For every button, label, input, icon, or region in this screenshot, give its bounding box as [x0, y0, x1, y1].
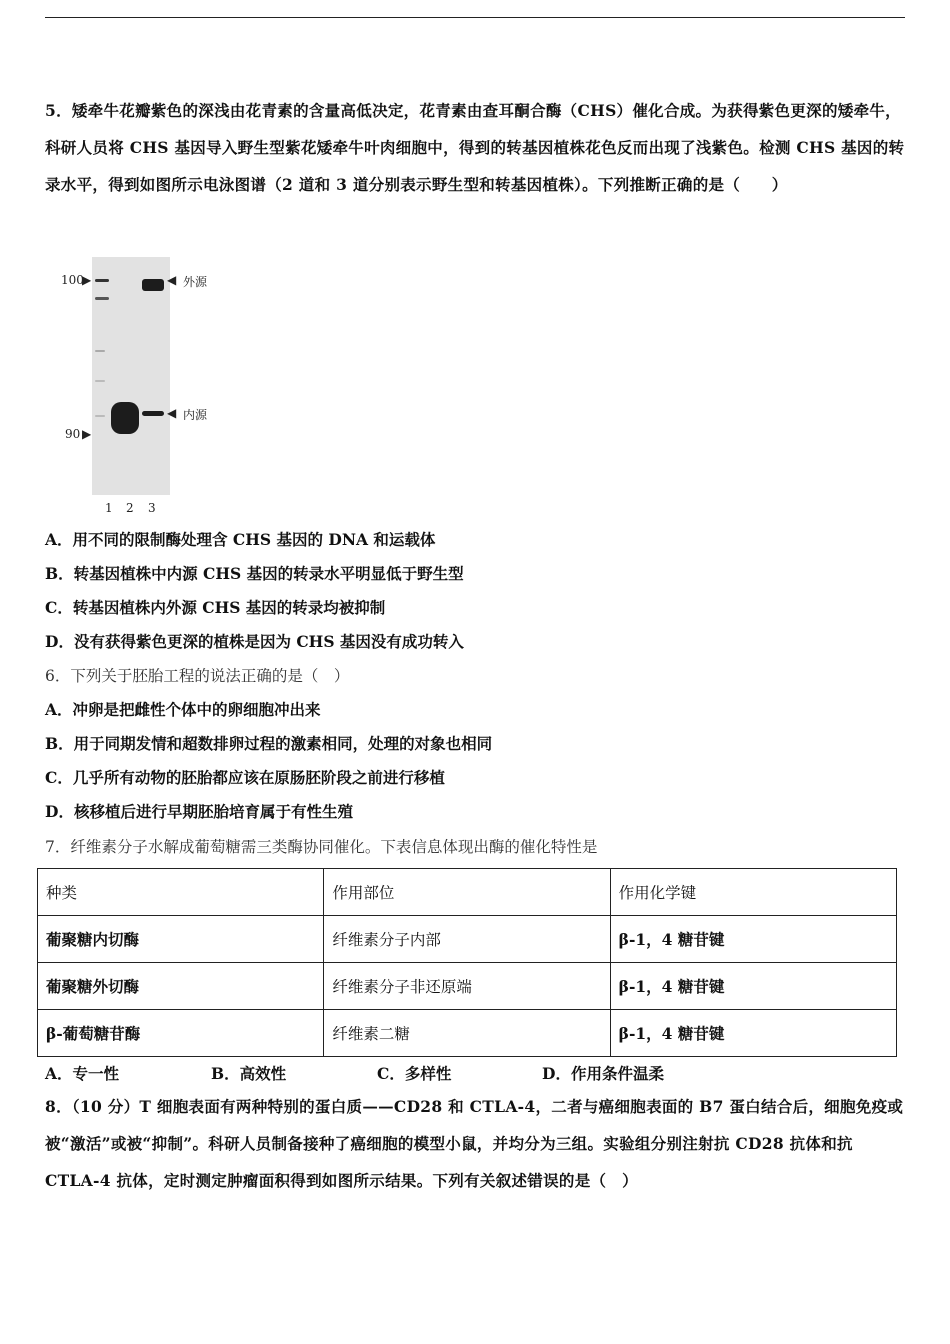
ladder-band [95, 279, 109, 282]
q7-option-a: A．专一性 [45, 1064, 120, 1083]
marker-100-arrow-icon: ▶ [82, 273, 92, 287]
ladder-band [95, 415, 105, 417]
table-header-cell: 作用化学键 [610, 869, 896, 916]
question-7-stem: 7．纤维素分子水解成葡萄糖需三类酶协同催化。下表信息体现出酶的催化特性是 [45, 838, 598, 856]
table-cell: 纤维素分子非还原端 [324, 963, 610, 1010]
electrophoresis-figure [55, 255, 225, 520]
q6-option-b: B．用于同期发情和超数排卵过程的激素相同，处理的对象也相同 [45, 734, 493, 753]
marker-90-arrow-icon: ▶ [82, 427, 92, 441]
lane2-endogenous-band [111, 402, 139, 434]
table-header-cell: 种类 [38, 869, 324, 916]
table-cell: β-1，4 糖苷键 [610, 963, 896, 1010]
exogenous-label: 外源 [183, 275, 208, 289]
ladder-band [95, 380, 105, 382]
q7-option-b: B．高效性 [211, 1064, 287, 1083]
enzyme-table [37, 868, 897, 1057]
lane-3-label: 3 [148, 501, 156, 515]
q5-option-b: B．转基因植株中内源 CHS 基因的转录水平明显低于野生型 [45, 564, 464, 583]
table-header-cell: 作用部位 [324, 869, 610, 916]
q7-option-c: C．多样性 [377, 1064, 452, 1083]
q7-option-d: D．作用条件温柔 [542, 1064, 664, 1083]
question-8-stem: 8．（10 分）T 细胞表面有两种特别的蛋白质——CD28 和 CTLA-4，二者与癌细胞表面的 B7 蛋白结合后，细胞免疫或被“激活”或被“抑制”。科研人员制备接种了癌细胞的模型小鼠，并均分为三组。实验组分别注射抗 CD28 抗体和抗 CTLA-4 抗体，定时测定肿瘤面积得到如图所示结果。下列有关叙述错误的是（ ） [45, 1097, 904, 1190]
table-row [38, 1010, 897, 1057]
q6-option-c: C．几乎所有动物的胚胎都应该在原肠胚阶段之前进行移植 [45, 768, 445, 787]
lane3-endogenous-band [142, 411, 164, 416]
marker-100-label: 100 [61, 273, 84, 287]
ladder-band [95, 297, 109, 300]
lane3-exogenous-band [142, 279, 164, 291]
q6-option-a: A．冲卵是把雌性个体中的卵细胞冲出来 [45, 700, 321, 719]
table-cell: 葡聚糖外切酶 [38, 963, 324, 1010]
q5-option-c: C．转基因植株内外源 CHS 基因的转录均被抑制 [45, 598, 386, 617]
table-cell: β-1，4 糖苷键 [610, 1010, 896, 1057]
marker-90-label: 90 [65, 427, 81, 441]
q5-option-d: D．没有获得紫色更深的植株是因为 CHS 基因没有成功转入 [45, 632, 464, 651]
exogenous-arrow-icon: ◀ [167, 273, 177, 287]
question-5-stem: 5．矮牵牛花瓣紫色的深浅由花青素的含量高低决定，花青素由查耳酮合酶（CHS）催化合成。为获得紫色更深的矮牵牛，科研人员将 CHS 基因导入野生型紫花矮牵牛叶肉细胞中，得到的转基因植株花色反而出现了浅紫色。检测 CHS 基因的转录水平，得到如图所示电泳图谱（2 道和 3 道分别表示野生型和转基因植株）。下列推断正确的是（ ） [45, 101, 905, 194]
question-6-stem: 6．下列关于胚胎工程的说法正确的是（ ） [45, 667, 350, 685]
table-cell: 纤维素分子内部 [324, 916, 610, 963]
table-cell: β-1，4 糖苷键 [610, 916, 896, 963]
q6-option-d: D．核移植后进行早期胚胎培育属于有性生殖 [45, 802, 353, 821]
lane-1-label: 1 [105, 501, 113, 515]
gel-background [92, 257, 170, 495]
ladder-band [95, 350, 105, 352]
table-row [38, 963, 897, 1010]
table-header-row [38, 869, 897, 916]
q7-options [45, 1062, 905, 1084]
endogenous-label: 内源 [183, 408, 208, 422]
endogenous-arrow-icon: ◀ [167, 406, 177, 420]
header-rule [45, 17, 905, 18]
lane-2-label: 2 [126, 501, 134, 515]
table-cell: 葡聚糖内切酶 [38, 916, 324, 963]
table-row [38, 916, 897, 963]
table-cell: β-葡萄糖苷酶 [38, 1010, 324, 1057]
q5-option-a: A．用不同的限制酶处理含 CHS 基因的 DNA 和运载体 [45, 530, 436, 549]
table-cell: 纤维素二糖 [324, 1010, 610, 1057]
